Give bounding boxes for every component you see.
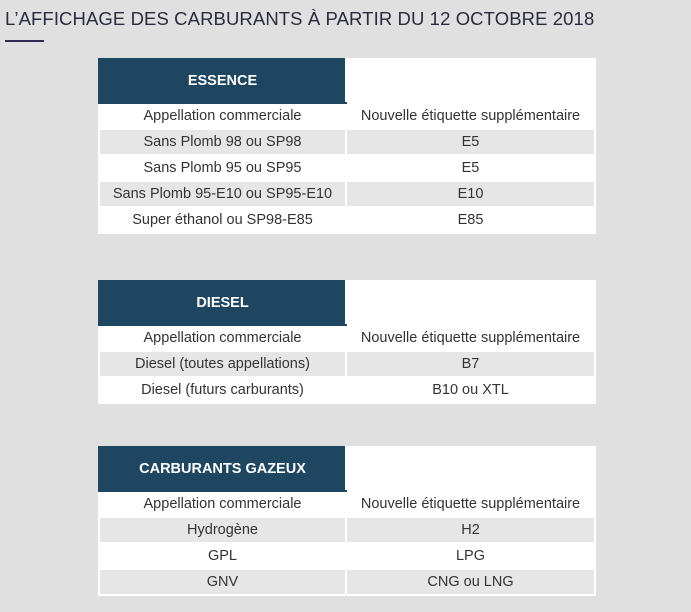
category-header: CARBURANTS GAZEUX [99, 447, 346, 491]
table-header-row [99, 325, 595, 351]
fuel-name-cell: Diesel (toutes appellations) [99, 351, 346, 377]
category-header-blank [346, 447, 595, 491]
column-header-etiquette: Nouvelle étiquette supplémentaire [346, 325, 595, 351]
table-row [99, 155, 595, 181]
fuel-name-cell: Hydrogène [99, 517, 346, 543]
fuel-label-cell: E10 [346, 181, 595, 207]
fuel-label-cell: E5 [346, 129, 595, 155]
table-category-row [99, 59, 595, 103]
title-underline [5, 40, 44, 42]
table-row [99, 517, 595, 543]
table-row [99, 543, 595, 569]
category-header-blank [346, 281, 595, 325]
table-category-row [99, 447, 595, 491]
fuel-name-cell: Super éthanol ou SP98-E85 [99, 207, 346, 233]
table-diesel [98, 280, 596, 404]
table-row [99, 129, 595, 155]
fuel-name-cell: GNV [99, 569, 346, 595]
column-header-appellation: Appellation commerciale [99, 103, 346, 129]
fuel-name-cell: Sans Plomb 95 ou SP95 [99, 155, 346, 181]
fuel-label-cell: LPG [346, 543, 595, 569]
table-row [99, 181, 595, 207]
fuel-name-cell: Sans Plomb 98 ou SP98 [99, 129, 346, 155]
column-header-appellation: Appellation commerciale [99, 325, 346, 351]
page-title: L’AFFICHAGE DES CARBURANTS À PARTIR DU 12 OCTOBRE 2018 [5, 8, 595, 29]
column-header-appellation: Appellation commerciale [99, 491, 346, 517]
category-header: ESSENCE [99, 59, 346, 103]
fuel-label-cell: CNG ou LNG [346, 569, 595, 595]
table-header-row [99, 103, 595, 129]
table-row [99, 377, 595, 403]
fuel-label-cell: B7 [346, 351, 595, 377]
fuel-name-cell: GPL [99, 543, 346, 569]
fuel-label-cell: E5 [346, 155, 595, 181]
category-header-blank [346, 59, 595, 103]
column-header-etiquette: Nouvelle étiquette supplémentaire [346, 103, 595, 129]
fuel-name-cell: Sans Plomb 95-E10 ou SP95-E10 [99, 181, 346, 207]
table-header-row [99, 491, 595, 517]
table-row [99, 351, 595, 377]
fuel-label-cell: E85 [346, 207, 595, 233]
table-row [99, 207, 595, 233]
column-header-etiquette: Nouvelle étiquette supplémentaire [346, 491, 595, 517]
fuel-name-cell: Diesel (futurs carburants) [99, 377, 346, 403]
table-row [99, 569, 595, 595]
table-carburants-gazeux [98, 446, 596, 596]
fuel-label-cell: H2 [346, 517, 595, 543]
table-essence [98, 58, 596, 234]
fuel-label-cell: B10 ou XTL [346, 377, 595, 403]
category-header: DIESEL [99, 281, 346, 325]
table-category-row [99, 281, 595, 325]
